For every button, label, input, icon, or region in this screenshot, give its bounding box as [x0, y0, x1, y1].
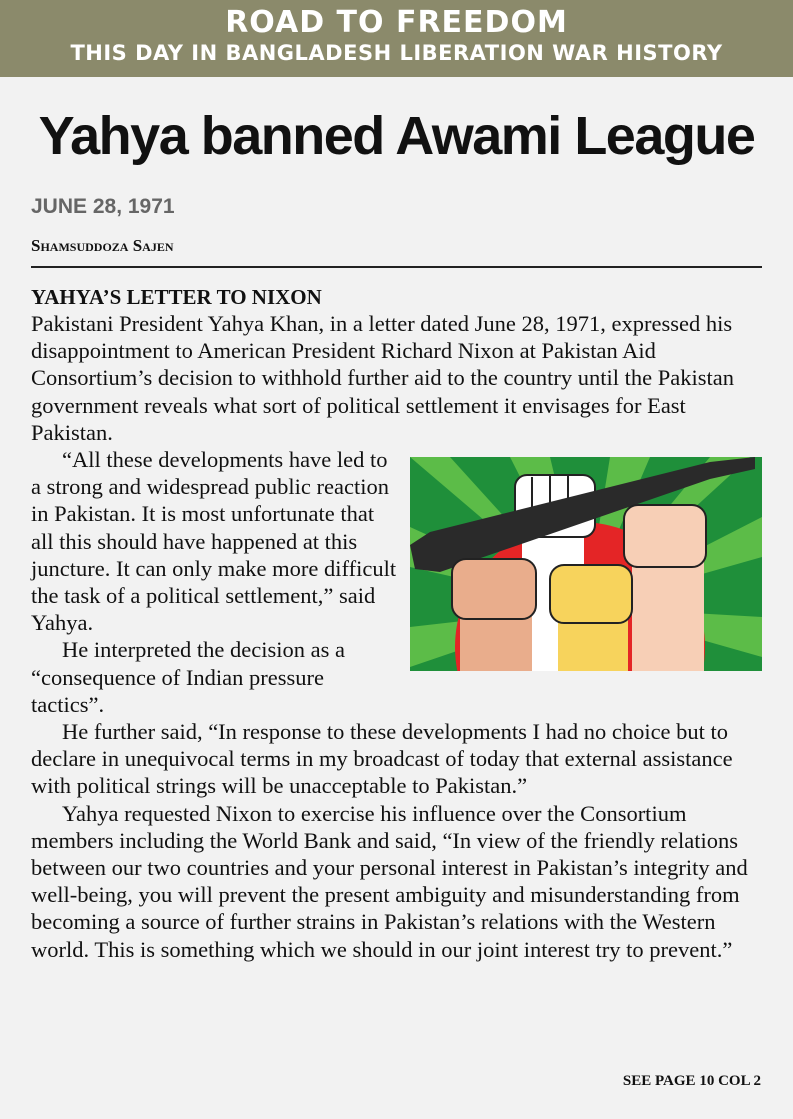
raised-fists-and-rifle-icon — [410, 457, 762, 671]
article-paragraph — [31, 446, 766, 636]
article-paragraph: He interpreted the decision as a “consequence of Indian pressure tactics”. — [31, 637, 346, 717]
article-body — [31, 310, 766, 963]
article-headline: Yahya banned Awami League — [38, 106, 755, 166]
raised-fists-illustration — [410, 457, 762, 671]
article-paragraph: He further said, “In response to these developments I had no choice but to declare in unequivocal terms in my broadcast of today that external assistance with political strings will be unacceptable to Pakistan.” — [31, 719, 733, 799]
continuation-note: SEE PAGE 10 COL 2 — [622, 1073, 761, 1089]
article-subhead: YAHYA’S LETTER TO NIXON — [31, 285, 322, 309]
section-banner — [0, 0, 793, 77]
article-byline: Shamsuddoza Sajen — [31, 236, 174, 255]
article-date: JUNE 28, 1971 — [31, 195, 175, 218]
paragraph-text: “All these developments have led to a strong and widespread public reaction in Pakistan. It is most unfortunate that all this should have happened at this juncture. It can only make more difficult the task of a political settlement,” said Yahya. — [31, 447, 397, 636]
article-paragraph: Pakistani President Yahya Khan, in a letter dated June 28, 1971, expressed his disappointment to American President Richard Nixon at Pakistan Aid Consortium’s decision to withhold further aid to the country until the Pakistan government reveals what sort of political settlement it envisages for East Pakistan. — [31, 311, 735, 445]
banner-subtitle: THIS DAY IN BANGLADESH LIBERATION WAR HISTORY — [70, 41, 723, 65]
article-paragraph: Yahya requested Nixon to exercise his influence over the Consortium members including the World Bank and said, “In view of the friendly relations between our two countries and your personal interest in Pakistan’s integrity and well-being, you will prevent the present ambiguity and misunderstanding from becoming a source of further strains in Pakistan’s relations with the Western world. This is something which we should in our joint interest try to prevent.” — [31, 800, 748, 962]
divider-rule — [31, 266, 762, 268]
banner-title: ROAD TO FREEDOM — [225, 5, 568, 40]
